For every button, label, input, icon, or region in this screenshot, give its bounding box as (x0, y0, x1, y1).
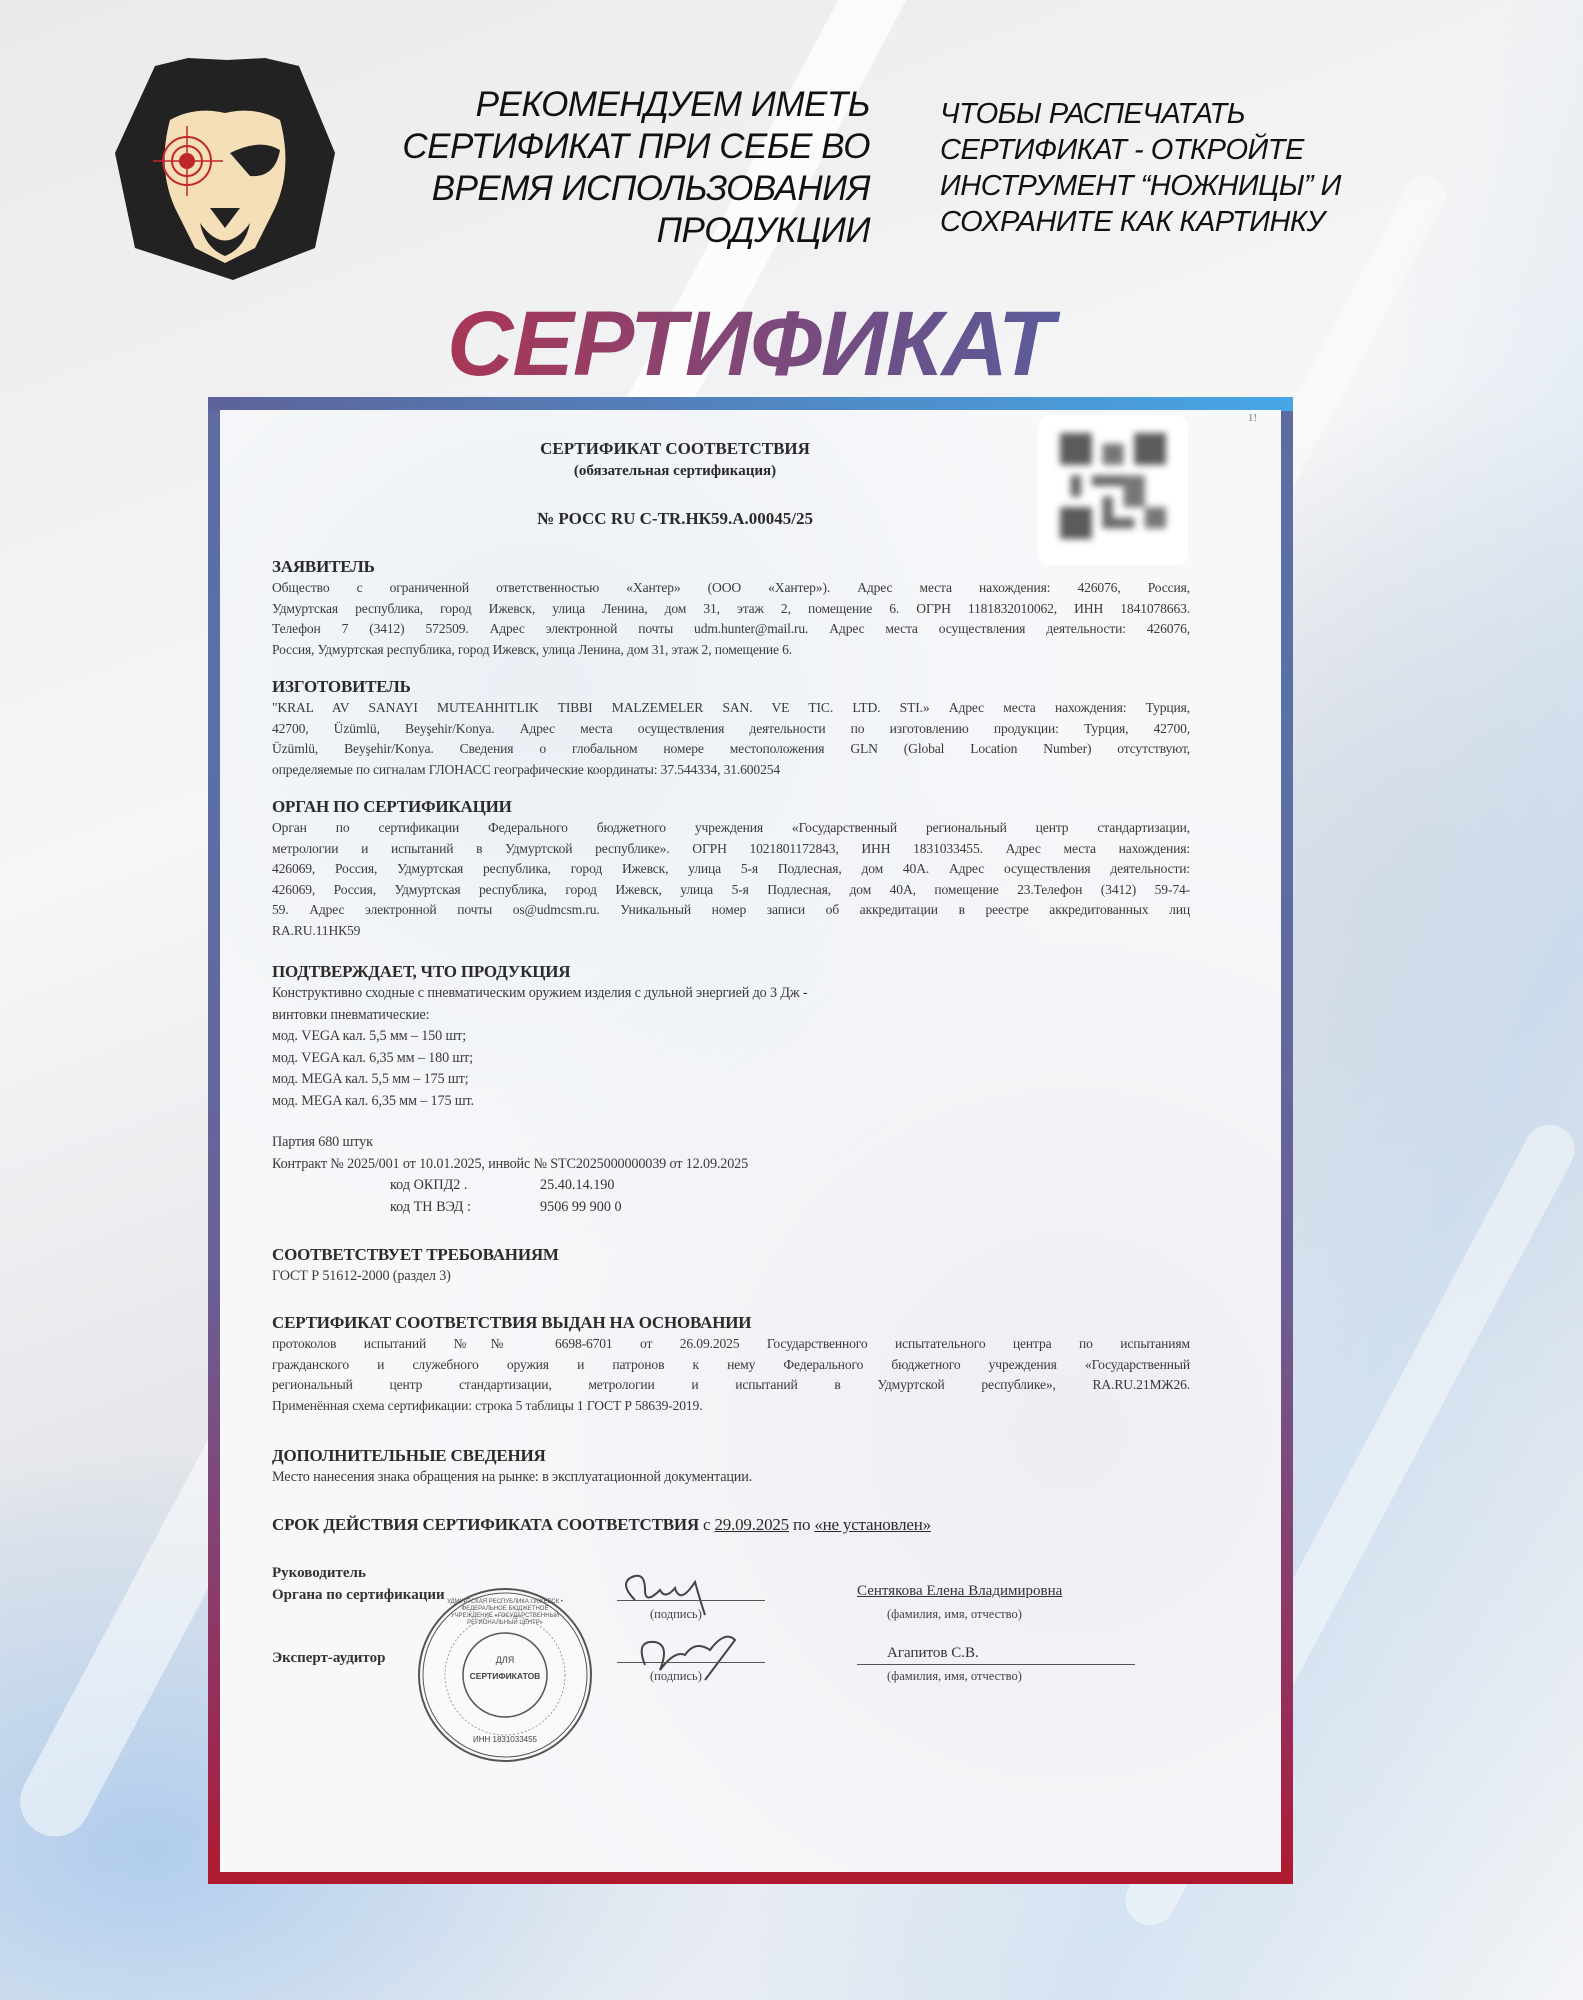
instruction-line: СОХРАНИТЕ КАК КАРТИНКУ (940, 206, 1325, 238)
page-title: СЕРТИФИКАТ (0, 292, 1500, 397)
section-title: ПОДТВЕРЖДАЕТ, ЧТО ПРОДУКЦИЯ (272, 962, 571, 981)
paragraph (272, 983, 1190, 1112)
certificate-document (220, 410, 1281, 1872)
name-caption: (фамилия, имя, отчество) (887, 1669, 1022, 1683)
manufacturer-section (272, 676, 1190, 780)
expert-name: Агапитов С.В. (887, 1645, 979, 1661)
text-line: Телефон 7 (3412) 572509. Адрес электронной почты udm.hunter@mail.ru. Адрес места осуществления деятельности: 426076, (272, 621, 1190, 636)
certificate-frame (208, 397, 1293, 1884)
instruction-line: СЕРТИФИКАТ - ОТКРОЙТЕ (940, 134, 1304, 166)
notice-line: РЕКОМЕНДУЕМ ИМЕТЬ (475, 85, 870, 124)
paragraph (272, 698, 1190, 780)
code-value: 9506 99 900 0 (540, 1198, 622, 1215)
text-line: мод. MEGA кал. 5,5 мм – 175 шт; (272, 1071, 469, 1087)
head-label-org: Органа по сертификации (272, 1587, 445, 1603)
batch-size: Партия 680 штук (272, 1134, 373, 1150)
section-title: ЗАЯВИТЕЛЬ (272, 557, 375, 576)
validity-to-word: по (793, 1515, 811, 1534)
paragraph (272, 578, 1190, 660)
text-line: Конструктивно сходные с пневматическим оружием изделия с дульной энергией до 3 Дж - (272, 985, 808, 1001)
paragraph (272, 818, 1190, 941)
additional-info-section (272, 1445, 1190, 1489)
text-line: гражданского и служебного оружия и патронов к нему Федерального бюджетного учреждения «Государственный (272, 1356, 1190, 1372)
basis-section (272, 1312, 1190, 1416)
text-line: мод. VEGA кал. 5,5 мм – 150 шт; (272, 1028, 467, 1044)
validity-from-date: 29.09.2025 (714, 1515, 789, 1534)
name-caption: (фамилия, имя, отчество) (887, 1607, 1022, 1621)
qr-code (1038, 415, 1188, 565)
code-label: код ТН ВЭД : (390, 1198, 471, 1215)
carry-certificate-notice (402, 84, 870, 252)
text-line: Орган по сертификации Федерального бюджетного учреждения «Государственный региональный центр стандартизации, (272, 820, 1190, 835)
certificate-number: № РОСС RU C-TR.НК59.А.00045/25 (536, 509, 813, 528)
validity-period (272, 1514, 1190, 1536)
section-title: ИЗГОТОВИТЕЛЬ (272, 677, 411, 696)
text-line: Удмуртская республика, город Ижевск, улица Ленина, дом 31, этаж 2, помещение 6. ОГРН 1181832010062, ИНН 1841078663. (272, 600, 1190, 616)
text-line: 42700, Üzümlü, Beyşehir/Konya. Адрес места осуществления деятельности по изготовлению продукции: Турция, 42700, (272, 720, 1190, 736)
product-section (272, 961, 1190, 1218)
notice-line: ВРЕМЯ ИСПОЛЬЗОВАНИЯ (431, 169, 870, 208)
code-row (272, 1197, 1190, 1219)
name-line (857, 1664, 1135, 1665)
contract-info: Контракт № 2025/001 от 10.01.2025, инвойс № STC2025000000039 от 12.09.2025 (272, 1155, 749, 1172)
certification-body-section (272, 796, 1190, 941)
document-heading: СЕРТИФИКАТ СООТВЕТСТВИЯ (540, 439, 810, 458)
text-line: ГОСТ Р 51612-2000 (раздел 3) (272, 1268, 451, 1284)
text-line: RA.RU.11НК59 (272, 922, 361, 938)
signature-line (617, 1662, 765, 1663)
text-line: 59. Адрес электронной почты os@udmcsm.ru. Уникальный номер записи об аккредитации в реестре аккредитованных лиц (272, 902, 1190, 917)
text-line: мод. MEGA кал. 6,35 мм – 175 шт. (272, 1092, 474, 1109)
instruction-line: ИНСТРУМЕНТ “НОЖНИЦЫ” И (940, 170, 1341, 202)
head-name: Сентякова Елена Владимировна (857, 1583, 1063, 1599)
section-title: ДОПОЛНИТЕЛЬНЫЕ СВЕДЕНИЯ (272, 1446, 546, 1465)
instruction-line: ЧТОБЫ РАСПЕЧАТАТЬ (940, 98, 1246, 130)
stamp-inn: ИНН 1831033455 (472, 1735, 538, 1744)
stamp-text-bottom: СЕРТИФИКАТОВ (469, 1671, 541, 1681)
text-line: метрологии и испытаний в Удмуртской республике». ОГРН 1021801172843, ИНН 1831033455. Адрес места нахождения: (272, 840, 1190, 856)
section-title: СООТВЕТСТВУЕТ ТРЕБОВАНИЯМ (272, 1245, 559, 1264)
text-line: Общество с ограниченной ответственностью «Хантер» (ООО «Хантер»). Адрес места нахождения: 426076, Россия, (272, 580, 1190, 595)
text-line: 426069, Россия, Удмуртская республика, город Ижевск, улица 5-я Подлесная, дом 40А. Адрес осуществления деятельности: (272, 861, 1190, 876)
section-title: ОРГАН ПО СЕРТИФИКАЦИИ (272, 797, 512, 816)
notice-line: ПРОДУКЦИИ (656, 211, 870, 250)
text-line: мод. VEGA кал. 6,35 мм – 180 шт; (272, 1049, 474, 1066)
section-title: СЕРТИФИКАТ СООТВЕТСТВИЯ ВЫДАН НА ОСНОВАНИИ (272, 1313, 752, 1332)
text-line: Место нанесения знака обращения на рынке: в эксплуатационной документации. (272, 1469, 753, 1485)
stamp-text-top: ДЛЯ (495, 1655, 515, 1665)
text-line: Применённая схема сертификации: строка 5 таблицы 1 ГОСТ Р 58639-2019. (272, 1397, 703, 1413)
applicant-section (272, 556, 1190, 660)
lion-logo-icon (115, 58, 335, 280)
notice-line: СЕРТИФИКАТ ПРИ СЕБЕ ВО (402, 127, 870, 166)
signature-caption: (подпись) (650, 1607, 702, 1621)
validity-to-date: «не установлен» (814, 1515, 931, 1534)
paragraph (272, 1334, 1190, 1416)
signature-caption: (подпись) (650, 1669, 702, 1683)
paragraph (272, 1266, 1190, 1288)
official-stamp (415, 1585, 595, 1765)
document-subheading: (обязательная сертификация) (573, 463, 777, 479)
stamp-ring-text: УДМУРТСКАЯ РЕСПУБЛИКА г.ИЖЕВСК • ФЕДЕРАЛЬНОЕ БЮДЖЕТНОЕ УЧРЕЖДЕНИЕ «ГОСУДАРСТВЕННЫЙ РЕГИОНАЛЬНЫЙ ЦЕНТР» (447, 1599, 563, 1626)
requirements-section (272, 1244, 1190, 1288)
validity-from-word: с (703, 1515, 711, 1534)
validity-label: СРОК ДЕЙСТВИЯ СЕРТИФИКАТА СООТВЕТСТВИЯ (272, 1515, 699, 1534)
code-label: код ОКПД2 . (390, 1177, 468, 1193)
text-line: определяемые по сигналам ГЛОНАСС географические координаты: 37.544334, 31.600254 (272, 761, 781, 777)
corner-mark: 1! (1247, 412, 1257, 424)
text-line: "KRAL AV SANAYI MUTEAHHITLIK TIBBI MALZEMELER SAN. VE TIC. LTD. STI.» Адрес места нахождения: Турция, (272, 700, 1190, 715)
text-line: Üzümlü, Beyşehir/Konya. Сведения о глобальном номере местоположения GLN (Global Location Number) отсутствуют, (272, 741, 1190, 756)
expert-label: Эксперт-аудитор (272, 1650, 386, 1666)
text-line: протоколов испытаний №№ 6698-6701 от 26.09.2025 Государственного испытательного центра по испытаниям (272, 1336, 1190, 1351)
code-row (272, 1175, 1190, 1197)
signature-line (617, 1600, 765, 1601)
paragraph (272, 1467, 1190, 1489)
text-line: винтовки пневматические: (272, 1006, 430, 1023)
text-line: 426069, Россия, Удмуртская республика, город Ижевск, улица 5-я Подлесная, дом 40А, помещение 23.Телефон (3412) 59-74- (272, 881, 1190, 897)
head-label: Руководитель (272, 1565, 366, 1581)
code-value: 25.40.14.190 (540, 1177, 615, 1193)
text-line: региональный центр стандартизации, метрологии и испытаний в Удмуртской республике», RA.RU.21МЖ26. (272, 1377, 1190, 1392)
text-line: Россия, Удмуртская республика, город Ижевск, улица Ленина, дом 31, этаж 2, помещение 6. (272, 641, 793, 657)
print-instructions (940, 96, 1341, 240)
